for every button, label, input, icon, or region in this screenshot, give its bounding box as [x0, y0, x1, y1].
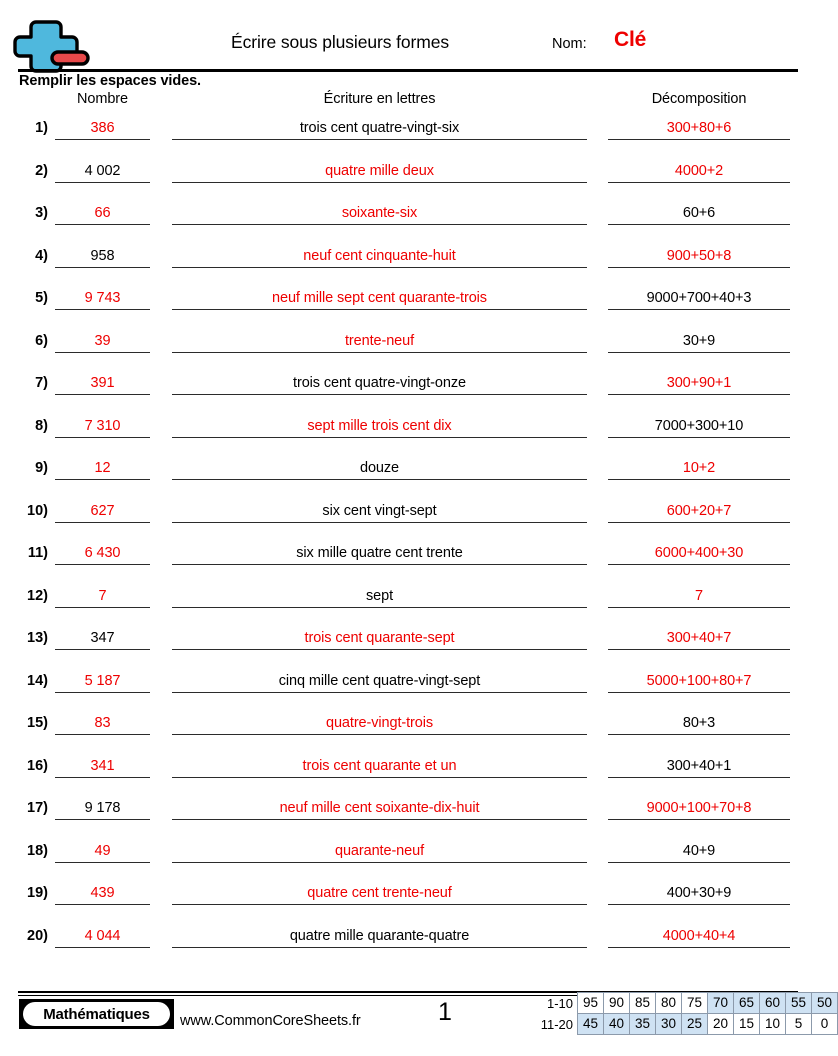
row-number: 4) — [35, 247, 48, 264]
score-cell: 25 — [681, 1013, 708, 1035]
row-number: 11) — [27, 545, 48, 561]
score-cell: 85 — [629, 992, 656, 1014]
answer-blank-decomposition[interactable]: 4000+2 — [608, 161, 790, 183]
answer-blank-lettres[interactable]: sept mille trois cent dix — [172, 416, 587, 438]
answer-blank-nombre[interactable]: 4 044 — [55, 926, 150, 948]
score-cell: 10 — [759, 1013, 786, 1035]
column-header-decomposition: Décomposition — [651, 91, 747, 107]
answer-blank-nombre[interactable]: 6 430 — [55, 543, 150, 565]
table-row — [0, 665, 816, 708]
row-number: 7) — [35, 375, 48, 391]
score-row-label: 1-10 — [546, 996, 573, 1011]
answer-blank-decomposition[interactable]: 60+6 — [608, 203, 790, 225]
table-row — [0, 452, 816, 495]
row-number: 19) — [27, 885, 48, 901]
answer-blank-decomposition[interactable]: 300+40+1 — [608, 756, 790, 778]
table-row — [0, 920, 816, 963]
answer-blank-decomposition[interactable]: 80+3 — [608, 713, 790, 735]
answer-blank-lettres[interactable]: six cent vingt-sept — [172, 501, 587, 523]
table-row — [0, 750, 816, 793]
row-number: 16) — [27, 757, 48, 774]
answer-blank-nombre[interactable]: 7 — [55, 586, 150, 608]
row-number: 20) — [27, 927, 48, 944]
answer-blank-lettres[interactable]: soixante-six — [172, 203, 587, 225]
answer-blank-lettres[interactable]: neuf cent cinquante-huit — [172, 246, 587, 268]
score-cell: 30 — [655, 1013, 682, 1035]
answer-blank-nombre[interactable]: 66 — [55, 203, 150, 225]
answer-blank-nombre[interactable]: 627 — [55, 501, 150, 523]
answer-blank-nombre[interactable]: 958 — [55, 246, 150, 268]
score-cell: 35 — [629, 1013, 656, 1035]
table-row — [0, 877, 816, 920]
problem-list — [0, 112, 816, 962]
score-cell: 60 — [759, 992, 786, 1014]
table-row — [0, 410, 816, 453]
answer-blank-lettres[interactable]: neuf mille cent soixante-dix-huit — [172, 798, 587, 820]
answer-blank-decomposition[interactable]: 30+9 — [608, 331, 790, 353]
answer-blank-lettres[interactable]: quatre-vingt-trois — [172, 713, 587, 735]
table-row — [0, 537, 816, 580]
plus-minus-logo-icon — [18, 18, 90, 70]
answer-blank-nombre[interactable]: 9 743 — [55, 288, 150, 310]
row-number: 1) — [35, 120, 48, 136]
answer-blank-nombre[interactable]: 391 — [55, 373, 150, 395]
answer-blank-lettres[interactable]: trois cent quatre-vingt-onze — [172, 373, 587, 395]
score-cell: 95 — [577, 992, 604, 1014]
score-cell: 55 — [785, 992, 812, 1014]
row-number: 6) — [35, 332, 48, 349]
score-cell: 75 — [681, 992, 708, 1014]
score-row — [527, 993, 838, 1014]
answer-blank-decomposition[interactable]: 9000+100+70+8 — [608, 798, 790, 820]
table-row — [0, 367, 816, 410]
answer-blank-lettres[interactable]: neuf mille sept cent quarante-trois — [172, 288, 587, 310]
answer-blank-decomposition[interactable]: 10+2 — [608, 458, 790, 480]
name-label: Nom: — [552, 36, 587, 52]
answer-blank-lettres[interactable]: quatre cent trente-neuf — [172, 883, 587, 905]
score-row — [527, 1014, 838, 1035]
answer-blank-nombre[interactable]: 7 310 — [55, 416, 150, 438]
table-row — [0, 282, 816, 325]
answer-blank-decomposition[interactable]: 600+20+7 — [608, 501, 790, 523]
answer-blank-nombre[interactable]: 4 002 — [55, 161, 150, 183]
row-number: 13) — [27, 630, 48, 646]
row-number: 15) — [27, 715, 48, 731]
answer-blank-lettres[interactable]: douze — [172, 458, 587, 480]
answer-blank-nombre[interactable]: 386 — [55, 118, 150, 140]
answer-blank-nombre[interactable]: 12 — [55, 458, 150, 480]
score-cell: 15 — [733, 1013, 760, 1035]
answer-blank-lettres[interactable]: trois cent quarante et un — [172, 756, 587, 778]
row-number: 8) — [35, 417, 48, 434]
row-number: 14) — [27, 672, 48, 689]
answer-blank-lettres[interactable]: six mille quatre cent trente — [172, 543, 587, 565]
table-row — [0, 240, 816, 283]
table-row — [0, 325, 816, 368]
answer-blank-lettres[interactable]: quatre mille quarante-quatre — [172, 926, 587, 948]
answer-blank-decomposition[interactable]: 9000+700+40+3 — [608, 288, 790, 310]
table-row — [0, 580, 816, 623]
score-cell: 50 — [811, 992, 838, 1014]
score-cell: 65 — [733, 992, 760, 1014]
table-row — [0, 155, 816, 198]
score-cell: 20 — [707, 1013, 734, 1035]
answer-blank-lettres[interactable]: quarante-neuf — [172, 841, 587, 863]
table-row — [0, 835, 816, 878]
site-url: www.CommonCoreSheets.fr — [180, 1013, 361, 1029]
answer-blank-lettres[interactable]: sept — [172, 586, 587, 608]
score-table — [527, 993, 838, 1035]
answer-blank-decomposition[interactable]: 6000+400+30 — [608, 543, 790, 565]
answer-blank-decomposition[interactable]: 7000+300+10 — [608, 416, 790, 438]
answer-blank-decomposition[interactable]: 300+90+1 — [608, 373, 790, 395]
row-number: 5) — [35, 290, 48, 306]
row-number: 18) — [27, 842, 48, 859]
page-number: 1 — [438, 998, 452, 1026]
answer-blank-lettres[interactable]: trois cent quarante-sept — [172, 628, 587, 650]
column-header-nombre: Nombre — [77, 91, 128, 107]
answer-blank-lettres[interactable]: trois cent quatre-vingt-six — [172, 118, 587, 140]
page-header — [0, 0, 816, 72]
row-number: 12) — [27, 587, 48, 604]
row-number: 2) — [35, 162, 48, 179]
row-number: 9) — [35, 460, 48, 476]
answer-blank-decomposition[interactable]: 7 — [608, 586, 790, 608]
brand-badge — [19, 999, 174, 1029]
brand-label: Mathématiques — [23, 1002, 170, 1026]
answer-blank-decomposition[interactable]: 900+50+8 — [608, 246, 790, 268]
answer-blank-decomposition[interactable]: 300+40+7 — [608, 628, 790, 650]
row-number: 10) — [27, 502, 48, 519]
column-header-ecriture-en-lettres: Écriture en lettres — [323, 91, 436, 107]
answer-blank-nombre[interactable]: 9 178 — [55, 798, 150, 820]
answer-blank-nombre[interactable]: 49 — [55, 841, 150, 863]
page-title: Écrire sous plusieurs formes — [231, 32, 449, 52]
answer-blank-decomposition[interactable]: 5000+100+80+7 — [608, 671, 790, 693]
table-row — [0, 495, 816, 538]
answer-blank-lettres[interactable]: trente-neuf — [172, 331, 587, 353]
answer-blank-decomposition[interactable]: 4000+40+4 — [608, 926, 790, 948]
score-cell: 40 — [603, 1013, 630, 1035]
header-divider — [18, 69, 798, 72]
score-cell: 0 — [811, 1013, 838, 1035]
answer-blank-nombre[interactable]: 39 — [55, 331, 150, 353]
score-row-label: 11-20 — [540, 1017, 573, 1032]
table-row — [0, 792, 816, 835]
row-number: 17) — [27, 800, 48, 816]
score-cell: 80 — [655, 992, 682, 1014]
answer-blank-nombre[interactable]: 341 — [55, 756, 150, 778]
answer-blank-nombre[interactable]: 83 — [55, 713, 150, 735]
answer-blank-nombre[interactable]: 5 187 — [55, 671, 150, 693]
answer-blank-lettres[interactable]: quatre mille deux — [172, 161, 587, 183]
table-row — [0, 197, 816, 240]
answer-blank-decomposition[interactable]: 300+80+6 — [608, 118, 790, 140]
row-number: 3) — [35, 205, 48, 221]
instructions-text: Remplir les espaces vides. — [19, 73, 201, 89]
score-cell: 5 — [785, 1013, 812, 1035]
answer-blank-decomposition[interactable]: 40+9 — [608, 841, 790, 863]
answer-blank-lettres[interactable]: cinq mille cent quatre-vingt-sept — [172, 671, 587, 693]
name-value: Clé — [614, 28, 647, 51]
table-row — [0, 112, 816, 155]
score-cell: 70 — [707, 992, 734, 1014]
table-row — [0, 622, 816, 665]
table-row — [0, 707, 816, 750]
answer-blank-nombre[interactable]: 347 — [55, 628, 150, 650]
answer-blank-decomposition[interactable]: 400+30+9 — [608, 883, 790, 905]
answer-blank-nombre[interactable]: 439 — [55, 883, 150, 905]
score-cell: 90 — [603, 992, 630, 1014]
score-cell: 45 — [577, 1013, 604, 1035]
